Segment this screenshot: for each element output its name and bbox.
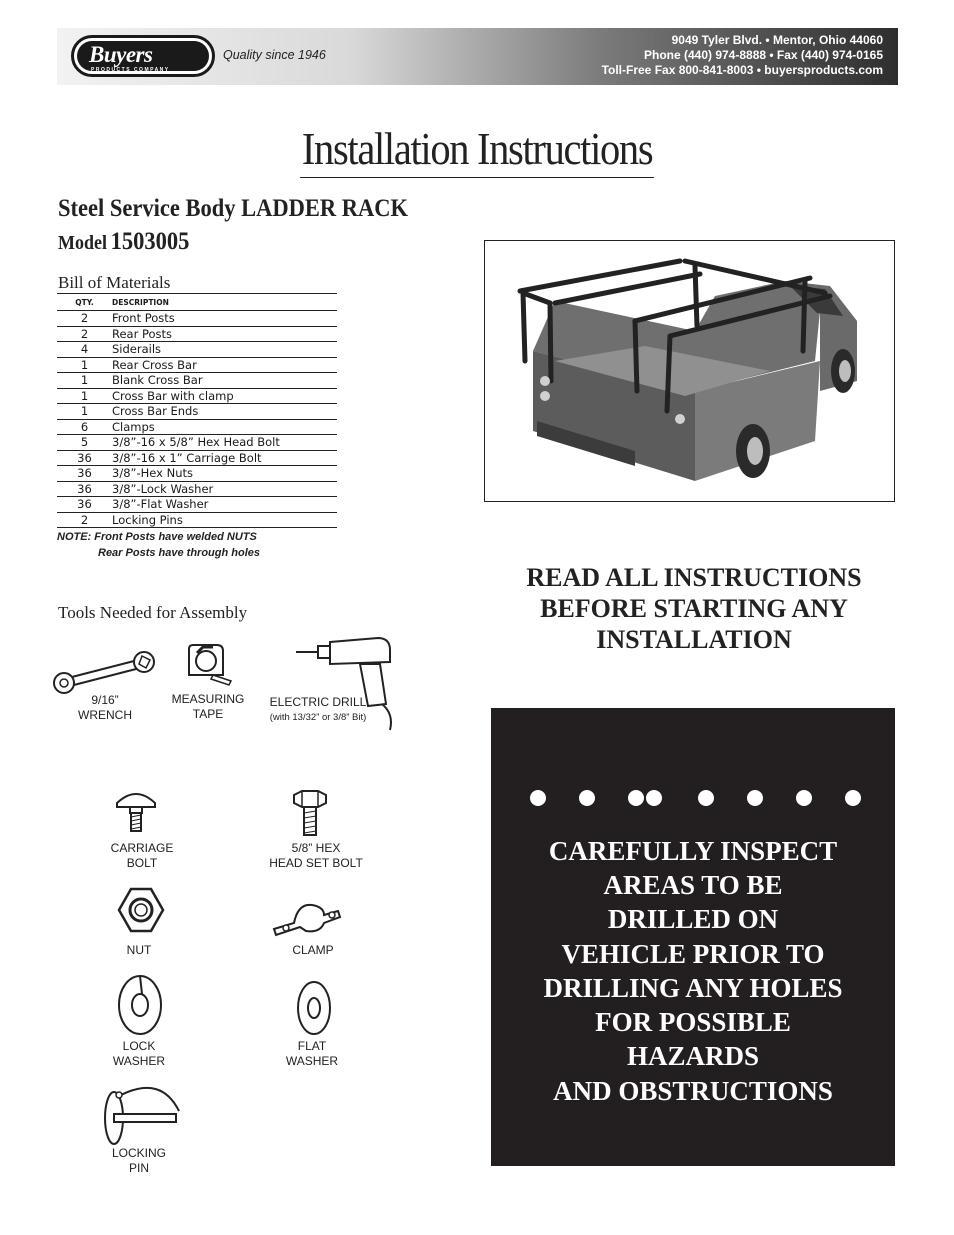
- bom-qty: 1: [57, 404, 112, 420]
- phone-line: Phone (440) 974-8888 • Fax (440) 974-0165: [643, 48, 883, 62]
- bom-qty: 2: [57, 326, 112, 342]
- carriage-bolt-icon: [113, 787, 159, 833]
- bom-qty: 1: [57, 373, 112, 389]
- truck-with-ladder-rack-image: [485, 241, 894, 501]
- bom-row: [57, 481, 337, 497]
- bom-description: Rear Posts: [112, 326, 337, 342]
- bullet-dot-icon: [845, 790, 861, 806]
- bom-qty: 2: [57, 311, 112, 327]
- locking-pin-icon: [101, 1081, 187, 1147]
- wrench-caption: [55, 693, 155, 723]
- nut-caption: NUT: [126, 943, 152, 957]
- warning-line: CAREFULLY INSPECT: [548, 836, 838, 866]
- warning-line: AND OBSTRUCTIONS: [553, 1076, 833, 1106]
- web-line: Toll-Free Fax 800-841-8003 • buyersproducts.com: [601, 63, 883, 77]
- warning-line: FOR POSSIBLE: [595, 1007, 791, 1037]
- bom-header-row: [57, 294, 337, 311]
- clamp-icon: [272, 893, 342, 937]
- model-line: [58, 228, 189, 256]
- tape-label-2: TAPE: [192, 707, 224, 721]
- carriage-label-2: BOLT: [126, 856, 158, 870]
- bom-row: [57, 342, 337, 358]
- bom-row: [57, 512, 337, 528]
- model-label: Model: [58, 232, 107, 254]
- drill-caption: [258, 695, 378, 725]
- locking-pin-label-2: PIN: [128, 1161, 149, 1175]
- bom-description: 3/8”-Flat Washer: [112, 497, 337, 513]
- address-line: 9049 Tyler Blvd. • Mentor, Ohio 44060: [671, 33, 883, 47]
- bom-qty: 1: [57, 388, 112, 404]
- bullet-dot-icon: [796, 790, 812, 806]
- lock-washer-icon: [116, 973, 164, 1037]
- bom-row: [57, 311, 337, 327]
- drill-label: ELECTRIC DRILL: [269, 695, 367, 709]
- nut-icon: [117, 886, 165, 934]
- hex-bolt-label: 5/8” HEX: [291, 841, 341, 855]
- flat-washer-label-2: WASHER: [285, 1054, 339, 1068]
- buyers-logo: [71, 35, 215, 77]
- bom-description: Rear Cross Bar: [112, 357, 337, 373]
- bom-description: Cross Bar Ends: [112, 404, 337, 420]
- bullet-dot-icon: [747, 790, 763, 806]
- bom-description: 3/8”-Lock Washer: [112, 481, 337, 497]
- flat-washer-icon: [294, 979, 334, 1037]
- bom-row: [57, 373, 337, 389]
- flat-washer-caption: [262, 1039, 362, 1069]
- brand-name: Buyers: [89, 42, 153, 67]
- page-title-text: Installation Instructions: [300, 122, 654, 178]
- wrench-label-2: WRENCH: [78, 708, 132, 722]
- bom-qty: 36: [57, 450, 112, 466]
- bom-col-qty: QTY.: [57, 294, 112, 311]
- lock-washer-label-2: WASHER: [112, 1054, 166, 1068]
- bullet-dot-icon: [628, 790, 644, 806]
- bom-description: Front Posts: [112, 311, 337, 327]
- bom-description: Clamps: [112, 419, 337, 435]
- bom-description: Cross Bar with clamp: [112, 388, 337, 404]
- bullet-dot-icon: [646, 790, 662, 806]
- bom-note-2: Rear Posts have through holes: [98, 547, 260, 559]
- bom-qty: 4: [57, 342, 112, 358]
- bom-row: [57, 450, 337, 466]
- page-title: [0, 122, 954, 178]
- bom-title: Bill of Materials: [58, 273, 171, 292]
- brand-sub: PRODUCTS COMPANY: [91, 67, 170, 73]
- bom-description: 3/8”-16 x 5/8” Hex Head Bolt: [112, 435, 337, 451]
- bom-qty: 2: [57, 512, 112, 528]
- warning-line: AREAS TO BE: [603, 870, 783, 900]
- lock-washer-caption: [89, 1039, 189, 1069]
- bullet-dot-icon: [579, 790, 595, 806]
- bom-row: [57, 466, 337, 482]
- product-name: Steel Service Body LADDER RACK: [58, 195, 408, 222]
- bom-row: [57, 326, 337, 342]
- bom-qty: 36: [57, 466, 112, 482]
- warning-dots: [491, 790, 895, 810]
- tape-caption: [158, 692, 258, 722]
- bom-description: 3/8”-16 x 1” Carriage Bolt: [112, 450, 337, 466]
- truck-illustration: [484, 240, 895, 502]
- locking-pin-caption: [89, 1146, 189, 1176]
- measuring-tape-icon: [183, 641, 235, 687]
- tagline: Quality since 1946: [223, 48, 326, 62]
- bom-row: [57, 497, 337, 513]
- bom-row: [57, 435, 337, 451]
- warning-line: HAZARDS: [626, 1041, 760, 1071]
- warning-line: DRILLING ANY HOLES: [543, 973, 843, 1003]
- bom-row: [57, 388, 337, 404]
- tools-title: Tools Needed for Assembly: [58, 603, 248, 622]
- flat-washer-label: FLAT: [297, 1039, 327, 1053]
- bom-table: [57, 293, 337, 528]
- bom-qty: 5: [57, 435, 112, 451]
- clamp-caption: CLAMP: [292, 943, 334, 957]
- tape-label: MEASURING: [171, 692, 245, 706]
- bom-col-desc: DESCRIPTION: [112, 294, 337, 311]
- read-notice-line: BEFORE STARTING ANY: [540, 594, 848, 623]
- bom-description: Siderails: [112, 342, 337, 358]
- bullet-dot-icon: [698, 790, 714, 806]
- bom-qty: 36: [57, 497, 112, 513]
- header-band: [57, 28, 898, 85]
- wrench-icon: [50, 648, 160, 694]
- warning-line: VEHICLE PRIOR TO: [561, 939, 825, 969]
- bom-row: [57, 419, 337, 435]
- bom-note: NOTE: Front Posts have welded NUTS: [57, 531, 257, 543]
- bom-description: Locking Pins: [112, 512, 337, 528]
- bom-qty: 6: [57, 419, 112, 435]
- bom-row: [57, 357, 337, 373]
- bom-description: 3/8”-Hex Nuts: [112, 466, 337, 482]
- hex-bolt-icon: [290, 789, 330, 837]
- carriage-label: CARRIAGE: [110, 841, 174, 855]
- model-number: 1503005: [110, 228, 190, 255]
- bom-qty: 1: [57, 357, 112, 373]
- bom-row: [57, 404, 337, 420]
- bom-qty: 36: [57, 481, 112, 497]
- warning-box: [491, 708, 895, 1166]
- carriage-caption: [92, 841, 192, 871]
- warning-line: DRILLED ON: [607, 904, 779, 934]
- bom-description: Blank Cross Bar: [112, 373, 337, 389]
- locking-pin-label: LOCKING: [111, 1146, 166, 1160]
- hex-bolt-label-2: HEAD SET BOLT: [269, 856, 363, 870]
- read-notice-line: INSTALLATION: [596, 625, 792, 654]
- hex-bolt-caption: [256, 841, 376, 871]
- wrench-label: 9/16”: [91, 693, 119, 707]
- lock-washer-label: LOCK: [122, 1039, 156, 1053]
- bullet-dot-icon: [530, 790, 546, 806]
- read-notice-line: READ ALL INSTRUCTIONS: [526, 563, 862, 592]
- drill-bit-note: (with 13/32” or 3/8” Bit): [269, 712, 367, 723]
